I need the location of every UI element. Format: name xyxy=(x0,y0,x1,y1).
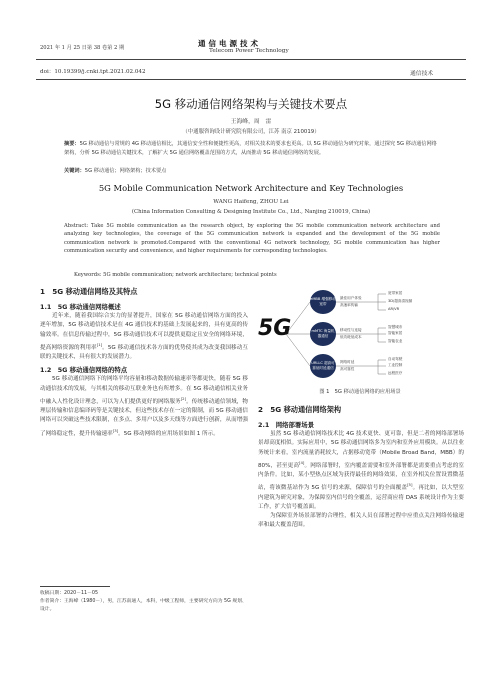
paragraph-3-text: 虽然 5G 移动通信网络技术比 4G 技术更快、更可靠，但是二者的网络部署场景却高度相似。实际应用中，5G 移动通信网络多为室内和室外应用模块。从以往业务统计来看，室内流量消耗较大，占据移动宽带（Mobile Broad Band，MBB）的 80%，甚至更高 xyxy=(258,431,464,469)
figure-label: 移动性与连接 xyxy=(340,328,362,332)
abstract-cn xyxy=(64,140,440,157)
citation-1: [1] xyxy=(96,341,103,347)
title-en: 5G Mobile Communication Network Architecture and Key Technologies xyxy=(98,183,404,193)
title-cn: 5G 移动通信网络架构与关键技术要点 xyxy=(154,97,348,111)
paragraph-2-tail: 。5G 移动网络的应用场景如图 1 所示。 xyxy=(118,430,219,437)
figure-label: 自动驾驶 xyxy=(388,357,403,361)
paragraph-2-b: 。传统移动通信领域，物理层传输和信息编译码等是关键技术，但这些技术存在一定的限制，而 5G 移动通信网络可以突破这些技术限制，在多点、多用户以及多天线等方面进行创新，从而增强了网络稳定性，提升传输速率 xyxy=(40,398,248,437)
figure-label: 3D/超高清视频 xyxy=(388,299,413,303)
abstract-cn-text: 5G 移动通信与常规的 4G 移动通信相比，其通信安全性和便捷性更高，对相关技术的要求也更高。以 5G 移动通信为研究对象，通过探究 5G 移动通信网络架构，分析 5G 移动通信关键技术，了解扩大 5G 通信网络覆盖范围的方式，从而推动 5G 移动通信网络的发展。 xyxy=(64,141,437,156)
footnote-author: 作者简介：王海峰（1980－），男，江苏南通人，本科，中级工程师，主要研究方向为 5G 规划、设计。 xyxy=(40,599,247,612)
figure-1-caption: 图 1 5G 移动通信网络的应用场景 xyxy=(319,389,401,395)
paragraph-4: 为保障室外场景部署的合理性，相关人员在部署过程中应重点关注网络传输速率和最大覆盖范围。 xyxy=(258,513,464,529)
node-embb: eMBB 增强移动宽带 xyxy=(310,290,336,314)
figure-label: 高速率传输 xyxy=(340,303,358,307)
figure-label: 远程医疗 xyxy=(388,371,403,375)
journal-header xyxy=(0,24,502,56)
doi-rule xyxy=(36,79,466,80)
figure-label: 智慧城市 xyxy=(388,325,403,329)
paragraph-1 xyxy=(40,312,248,362)
section-tag: 通信技术 xyxy=(410,71,434,77)
paragraph-3-b: 。网络部署时，室内覆盖需要和室外部署都是需要重点考虑的室内条件。比如，某小型热点区域为获得最佳的网络效果，在室外相关位置设置微基站，将该微基站作为 5G 信号的来源，保障信号的全面覆盖 xyxy=(258,462,464,492)
figure-label: 智能家居 xyxy=(388,331,403,335)
section-2-1-heading: 2.1 网络部署场景 xyxy=(258,421,315,429)
section-1-heading: 1 5G 移动通信网络及其特点 xyxy=(40,287,138,296)
paragraph-3-tail: 。再比如，以大型室内建筑为研究对象，为保障室内信号的全覆盖，运营商应将 DAS 系统设计作为主要工作，扩大信号覆盖面。 xyxy=(258,485,464,510)
figure-label: AR/VR xyxy=(388,307,400,311)
citation-3: [3] xyxy=(112,427,119,433)
citation-2: [2] xyxy=(180,395,187,401)
left-column xyxy=(40,287,248,439)
figure-label: 高可靠性 xyxy=(340,367,355,371)
paragraph-1-text: 近年来，随着我国综合实力的显著提升，国家在 5G 移动通信网络方面的投入逐年增加，5G 移动通信技术是在 4G 通信技术的基础上发展起来的，具有更高的传输效率。在信息传输过程中，5G 移动通信技术可以提供更稳定且安全的网络环境，提高网络资源的利用率 xyxy=(40,313,248,351)
journal-title-en: Telecom Power Technology xyxy=(209,48,289,54)
authors-en: WANG Haifeng, ZHOU Lei xyxy=(213,199,289,205)
figure-label: 智能农业 xyxy=(388,339,403,343)
node-urllc: URLLC 超高可靠低时延通信 xyxy=(310,354,336,378)
affiliation-en: (China Information Consulting & Designing Institute Co., Ltd., Nanjing 210019, China) xyxy=(131,209,371,215)
keywords-en: Keywords: 5G mobile communication; network architecture; technical points xyxy=(74,272,277,278)
figure-label: 最佳用户体验 xyxy=(340,296,362,300)
section-2-heading: 2 5G 移动通信网络架构 xyxy=(258,405,342,414)
figure-5g-logo: 5G xyxy=(258,316,292,341)
footnote-received: 收稿日期：2020－11－05 xyxy=(40,591,98,596)
keywords-cn-label: 关键词： xyxy=(64,168,85,174)
paragraph-1-tail: 。5G 移动通信技术各方面的优势使其成为改变我国移动互联的关键技术，具有很大的发展潜力。 xyxy=(40,344,248,361)
figure-label: 宽带家居 xyxy=(388,291,403,295)
keywords-cn-text: 5G 移动通信；网络架构；技术要点 xyxy=(84,168,167,174)
paragraph-2 xyxy=(40,375,248,439)
right-column xyxy=(258,405,464,531)
figure-label: 工业控制 xyxy=(388,363,403,367)
issue-info: 2021 年 1 月 25 日第 38 卷第 2 期 xyxy=(40,45,125,51)
affiliation-cn: （中通服咨询设计研究院有限公司，江苏 南京 210019） xyxy=(182,129,320,135)
figure-label: 低功耗低成本 xyxy=(340,335,362,339)
figure-1 xyxy=(256,288,464,380)
section-1-1-heading: 1.1 5G 移动通信网络概述 xyxy=(40,303,121,311)
footnote xyxy=(40,590,248,614)
figure-label: 网络时延 xyxy=(340,360,355,364)
header-rule xyxy=(36,59,466,60)
citation-5: [5] xyxy=(407,482,413,488)
keywords-cn xyxy=(64,167,440,174)
section-1-2-heading: 1.2 5G 移动通信网络的特点 xyxy=(40,366,128,375)
doi: doi：10.19399/j.cnki.tpt.2021.02.042 xyxy=(40,69,146,75)
paragraph-2-text: 5G 移动通信网络下的网络平均容量和移动数据传输速率等都更快，随着 5G 移动通信技术的发展，与其相关的移动互联业务也有所增多。在 5G 移动通信相关业务中融入人性化设计理念，可以为人们提供更好的网络服务 xyxy=(40,376,248,405)
footnote-rule xyxy=(40,586,110,587)
abstract-en: Abstract: Take 5G mobile communication as the research object, by exploring the 5G mobile communication network architecture and analyzing key technologies, the coverage of the 5G communication network is expanded and the development of the 5G mobile communication network is promoted.Compared with the conventional 4G network technology, 5G mobile communication has higher communication security and convenience, and higher requirements for corresponding technologies. xyxy=(64,223,440,255)
paragraph-3 xyxy=(258,430,464,512)
citation-4: [4] xyxy=(299,459,305,465)
node-mmtc: mMTC 海量机器通信 xyxy=(310,322,336,346)
authors-cn: 王海峰，周 雷 xyxy=(230,119,272,125)
journal-title-cn: 通信电源技术 xyxy=(198,39,261,48)
abstract-cn-label: 摘要： xyxy=(64,141,80,147)
